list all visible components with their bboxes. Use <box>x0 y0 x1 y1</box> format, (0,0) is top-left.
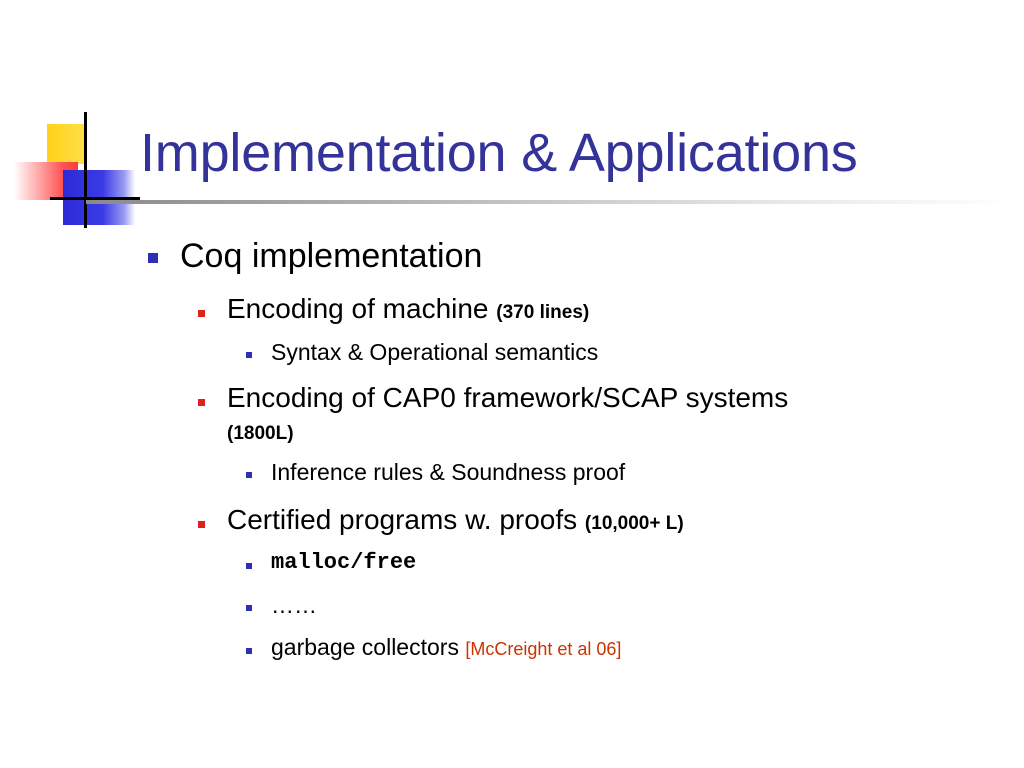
bullet-text: garbage collectors <box>271 634 466 660</box>
slide-title: Implementation & Applications <box>140 123 858 183</box>
bullet-level3-icon <box>246 472 252 478</box>
bullet-text: Encoding of machine <box>227 293 497 324</box>
bullet-encoding-cap0 <box>227 382 788 414</box>
bullet-level3-icon <box>246 648 252 654</box>
bullet-coq-implementation <box>180 237 482 276</box>
title-underline <box>86 200 1016 204</box>
bullet-text: …… <box>271 592 317 618</box>
bullet-text: Encoding of CAP0 framework/SCAP systems <box>227 382 789 413</box>
bullet-level3-icon <box>246 605 252 611</box>
bullet-level2-icon <box>198 399 205 406</box>
citation: [McCreight et al 06] <box>465 639 622 659</box>
bullet-level1-icon <box>148 253 158 263</box>
bullet-level2-icon <box>198 310 205 317</box>
line-count-note: (10,000+ L) <box>584 513 684 534</box>
bullet-text: malloc/free <box>271 550 417 575</box>
line-count-note: (1800L) <box>227 423 294 444</box>
bullet-garbage-collectors <box>271 634 621 661</box>
bullet-text: Syntax & Operational semantics <box>271 339 599 365</box>
bullet-encoding-machine <box>227 293 589 325</box>
line-count-note: (370 lines) <box>496 302 590 323</box>
bullet-malloc-free <box>271 550 416 575</box>
bullet-inference-soundness <box>271 459 625 486</box>
bullet-level3-icon <box>246 563 252 569</box>
bullet-certified-programs <box>227 504 684 536</box>
bullet-ellipsis <box>271 592 317 619</box>
bullet-text: Certified programs w. proofs <box>227 504 585 535</box>
decor-vertical-line <box>84 112 87 228</box>
bullet-level2-icon <box>198 521 205 528</box>
bullet-text: Coq implementation <box>180 237 483 275</box>
bullet-level3-icon <box>246 352 252 358</box>
bullet-syntax-semantics <box>271 339 598 366</box>
decor-yellow-square <box>47 124 87 164</box>
bullet-text: Inference rules & Soundness proof <box>271 459 626 485</box>
